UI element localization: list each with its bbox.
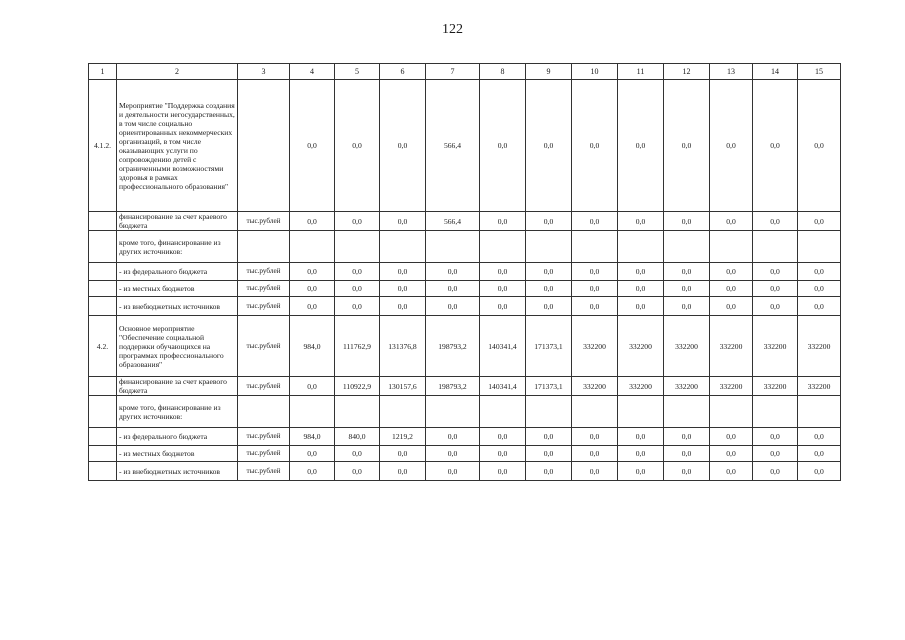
value-cell: 332200 [618,377,664,396]
value-cell: 566,4 [426,212,480,231]
unit-cell [238,80,290,212]
value-cell: 0,0 [426,462,480,481]
value-cell [480,396,526,428]
table-row [89,396,841,428]
value-cell: 0,0 [618,263,664,281]
unit-cell [238,231,290,263]
row-number-cell: 4.2. [89,316,117,377]
value-cell: 0,0 [572,212,618,231]
value-cell [290,396,335,428]
value-cell: 0,0 [710,297,753,316]
value-cell [618,231,664,263]
value-cell: 0,0 [380,212,426,231]
value-cell: 0,0 [290,377,335,396]
value-cell: 332200 [710,377,753,396]
table-row [89,446,841,462]
value-cell: 0,0 [664,297,710,316]
column-header: 11 [618,64,664,80]
value-cell [380,231,426,263]
value-cell [335,396,380,428]
value-cell [335,231,380,263]
row-number-cell [89,396,117,428]
item-name-cell: финансирование за счет краевого бюджета [117,377,238,396]
value-cell: 0,0 [335,263,380,281]
value-cell: 0,0 [290,212,335,231]
unit-cell [238,396,290,428]
value-cell: 0,0 [572,428,618,446]
row-number-cell [89,462,117,481]
column-header: 13 [710,64,753,80]
table-row [89,263,841,281]
value-cell [753,396,798,428]
value-cell [426,231,480,263]
value-cell: 130157,6 [380,377,426,396]
unit-cell: тыс.рублей [238,446,290,462]
value-cell: 0,0 [290,263,335,281]
value-cell: 332200 [572,316,618,377]
item-name-cell: - из федерального бюджета [117,428,238,446]
column-header: 5 [335,64,380,80]
value-cell: 0,0 [480,212,526,231]
value-cell: 0,0 [335,446,380,462]
value-cell: 0,0 [618,80,664,212]
value-cell: 0,0 [290,446,335,462]
value-cell: 0,0 [798,263,841,281]
value-cell: 0,0 [753,212,798,231]
value-cell: 0,0 [335,80,380,212]
unit-cell: тыс.рублей [238,316,290,377]
table-row [89,377,841,396]
unit-cell: тыс.рублей [238,428,290,446]
column-header: 4 [290,64,335,80]
column-header: 3 [238,64,290,80]
unit-cell: тыс.рублей [238,263,290,281]
value-cell: 0,0 [798,297,841,316]
value-cell [380,396,426,428]
value-cell: 332200 [753,316,798,377]
value-cell: 0,0 [664,212,710,231]
value-cell: 0,0 [572,446,618,462]
value-cell: 0,0 [480,281,526,297]
value-cell: 0,0 [664,446,710,462]
value-cell [526,231,572,263]
value-cell: 171373,1 [526,316,572,377]
value-cell: 0,0 [572,281,618,297]
value-cell: 0,0 [572,263,618,281]
value-cell [798,396,841,428]
value-cell [618,396,664,428]
value-cell: 0,0 [753,281,798,297]
value-cell: 984,0 [290,316,335,377]
value-cell: 0,0 [526,462,572,481]
unit-cell: тыс.рублей [238,297,290,316]
value-cell: 0,0 [710,281,753,297]
table-row [89,297,841,316]
value-cell: 0,0 [798,428,841,446]
value-cell: 0,0 [335,297,380,316]
value-cell: 111762,9 [335,316,380,377]
value-cell: 0,0 [572,297,618,316]
item-name-cell: Мероприятие "Поддержка создания и деятельности негосударственных, в том числе социально ориентированных некоммерческих организаций, в том числе оказывающих услуги по сопровождению детей с ограниченными возможностями здоровья в рамках профессионального образования" [117,80,238,212]
table-row [89,428,841,446]
value-cell: 0,0 [526,428,572,446]
value-cell: 0,0 [480,297,526,316]
value-cell: 332200 [710,316,753,377]
value-cell: 0,0 [753,462,798,481]
item-name-cell: - из местных бюджетов [117,446,238,462]
unit-cell: тыс.рублей [238,377,290,396]
value-cell: 0,0 [335,462,380,481]
value-cell: 332200 [664,316,710,377]
table-row [89,281,841,297]
value-cell: 0,0 [380,446,426,462]
value-cell: 332200 [618,316,664,377]
value-cell: 0,0 [335,212,380,231]
item-name-cell: кроме того, финансирование из других источников: [117,396,238,428]
value-cell: 0,0 [753,263,798,281]
table-row [89,231,841,263]
item-name-cell: - из федерального бюджета [117,263,238,281]
item-name-cell: финансирование за счет краевого бюджета [117,212,238,231]
table-row [89,212,841,231]
column-header: 10 [572,64,618,80]
value-cell [290,231,335,263]
value-cell: 140341,4 [480,377,526,396]
value-cell: 0,0 [710,80,753,212]
value-cell: 0,0 [526,80,572,212]
row-number-cell [89,263,117,281]
value-cell: 0,0 [572,462,618,481]
value-cell: 0,0 [798,281,841,297]
item-name-cell: кроме того, финансирование из других источников: [117,231,238,263]
value-cell: 171373,1 [526,377,572,396]
value-cell: 0,0 [290,462,335,481]
budget-table [88,63,841,481]
item-name-cell: - из внебюджетных источников [117,462,238,481]
value-cell: 0,0 [618,212,664,231]
column-header: 2 [117,64,238,80]
value-cell: 0,0 [618,297,664,316]
value-cell: 0,0 [710,446,753,462]
value-cell [664,231,710,263]
table-body [89,64,841,481]
value-cell: 0,0 [664,80,710,212]
column-header: 8 [480,64,526,80]
value-cell: 0,0 [526,212,572,231]
row-number-cell [89,212,117,231]
value-cell: 0,0 [753,446,798,462]
value-cell [426,396,480,428]
unit-cell: тыс.рублей [238,281,290,297]
value-cell: 1219,2 [380,428,426,446]
value-cell: 0,0 [618,428,664,446]
column-header: 15 [798,64,841,80]
row-number-cell [89,297,117,316]
value-cell: 0,0 [798,446,841,462]
row-number-cell [89,231,117,263]
item-name-cell: - из местных бюджетов [117,281,238,297]
value-cell: 0,0 [710,462,753,481]
row-number-cell [89,446,117,462]
value-cell: 566,4 [426,80,480,212]
value-cell: 0,0 [664,281,710,297]
value-cell: 0,0 [380,462,426,481]
unit-cell: тыс.рублей [238,462,290,481]
value-cell: 0,0 [710,428,753,446]
value-cell: 0,0 [480,428,526,446]
value-cell: 0,0 [426,297,480,316]
value-cell [710,231,753,263]
page-number: 122 [442,22,463,37]
value-cell: 0,0 [618,281,664,297]
value-cell [798,231,841,263]
value-cell: 0,0 [618,446,664,462]
value-cell: 0,0 [664,462,710,481]
header-row [89,64,841,80]
table-row [89,316,841,377]
value-cell: 984,0 [290,428,335,446]
value-cell: 0,0 [664,428,710,446]
row-number-cell: 4.1.2. [89,80,117,212]
value-cell: 0,0 [290,281,335,297]
value-cell: 0,0 [480,446,526,462]
value-cell: 332200 [753,377,798,396]
value-cell [664,396,710,428]
value-cell: 0,0 [426,446,480,462]
value-cell [572,231,618,263]
value-cell [753,231,798,263]
value-cell: 0,0 [798,80,841,212]
column-header: 7 [426,64,480,80]
unit-cell: тыс.рублей [238,212,290,231]
value-cell [480,231,526,263]
value-cell: 0,0 [526,446,572,462]
value-cell: 0,0 [426,428,480,446]
value-cell: 0,0 [290,297,335,316]
value-cell: 840,0 [335,428,380,446]
column-header: 1 [89,64,117,80]
value-cell: 0,0 [380,263,426,281]
table-row [89,80,841,212]
value-cell: 0,0 [380,281,426,297]
value-cell: 0,0 [526,281,572,297]
item-name-cell: - из внебюджетных источников [117,297,238,316]
value-cell: 0,0 [753,80,798,212]
value-cell: 0,0 [526,297,572,316]
value-cell: 0,0 [426,281,480,297]
value-cell: 198793,2 [426,316,480,377]
value-cell: 0,0 [798,212,841,231]
value-cell: 332200 [572,377,618,396]
value-cell: 131376,8 [380,316,426,377]
value-cell: 0,0 [618,462,664,481]
value-cell: 0,0 [572,80,618,212]
column-header: 6 [380,64,426,80]
value-cell: 0,0 [480,462,526,481]
value-cell: 332200 [798,316,841,377]
row-number-cell [89,428,117,446]
value-cell: 0,0 [480,80,526,212]
value-cell: 0,0 [335,281,380,297]
value-cell: 198793,2 [426,377,480,396]
item-name-cell: Основное мероприятие "Обеспечение социальной поддержки обучающихся на программах профессионального образования" [117,316,238,377]
value-cell: 0,0 [710,212,753,231]
value-cell: 0,0 [526,263,572,281]
value-cell [710,396,753,428]
value-cell: 0,0 [290,80,335,212]
value-cell: 0,0 [753,428,798,446]
row-number-cell [89,377,117,396]
value-cell [526,396,572,428]
value-cell: 332200 [664,377,710,396]
value-cell: 110922,9 [335,377,380,396]
column-header: 12 [664,64,710,80]
value-cell: 0,0 [380,297,426,316]
value-cell: 332200 [798,377,841,396]
column-header: 14 [753,64,798,80]
value-cell: 0,0 [753,297,798,316]
value-cell: 0,0 [798,462,841,481]
value-cell: 0,0 [710,263,753,281]
value-cell: 0,0 [664,263,710,281]
value-cell: 0,0 [480,263,526,281]
value-cell: 0,0 [380,80,426,212]
value-cell: 140341,4 [480,316,526,377]
column-header: 9 [526,64,572,80]
value-cell [572,396,618,428]
table-row [89,462,841,481]
value-cell: 0,0 [426,263,480,281]
row-number-cell [89,281,117,297]
